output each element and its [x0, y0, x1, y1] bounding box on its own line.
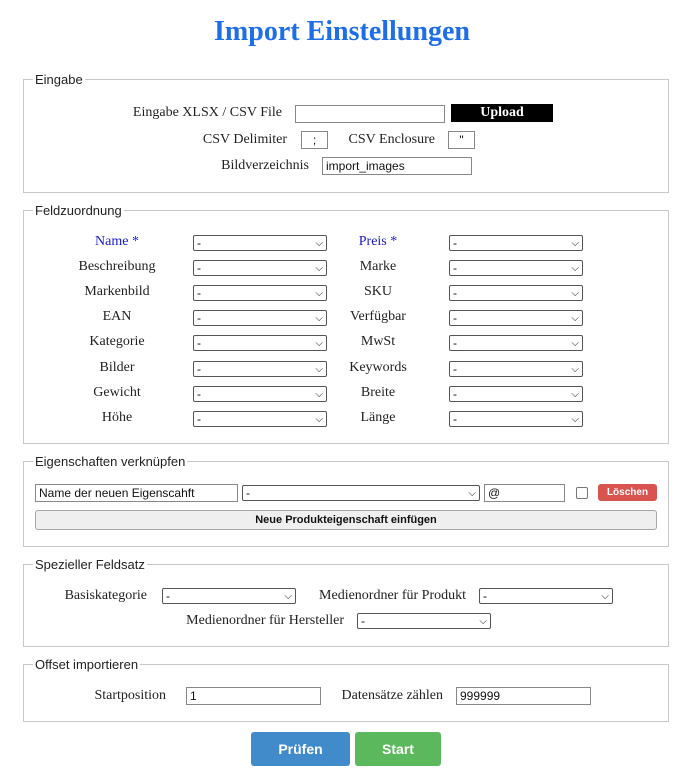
- chevron-down-icon: ⌵: [315, 288, 323, 299]
- page-title: Import Einstellungen: [214, 16, 470, 47]
- record-count-label: Datensätze zählen: [341, 688, 443, 703]
- mapping-label: Bilder: [99, 360, 135, 375]
- property-field-value: -: [246, 486, 250, 500]
- mapping-select[interactable]: [193, 260, 327, 276]
- mapping-label: Markenbild: [84, 284, 150, 299]
- mapping-label: Marke: [359, 259, 397, 274]
- base-category-value: -: [166, 589, 170, 603]
- file-input[interactable]: [295, 105, 445, 123]
- mapping-label: Verfügbar: [350, 309, 406, 324]
- feldzuordnung-legend: Feldzuordnung: [35, 203, 122, 218]
- property-checkbox[interactable]: [576, 487, 588, 499]
- mapping-select[interactable]: [449, 285, 583, 301]
- chevron-down-icon: ⌵: [315, 238, 323, 249]
- delete-button[interactable]: Löschen: [598, 484, 657, 501]
- chevron-down-icon: ⌵: [315, 338, 323, 349]
- mapping-select-value: -: [453, 286, 457, 300]
- mapping-select-value: -: [453, 236, 457, 250]
- eigenschaften-legend: Eigenschaften verknüpfen: [35, 454, 186, 469]
- mapping-label: Beschreibung: [78, 259, 156, 274]
- chevron-down-icon: ⌵: [315, 263, 323, 274]
- mapping-label: SKU: [363, 284, 392, 299]
- mapping-label: Höhe: [101, 410, 133, 425]
- mapping-label: Kategorie: [89, 334, 145, 349]
- mapping-select[interactable]: [193, 310, 327, 326]
- chevron-down-icon: ⌵: [571, 364, 579, 375]
- mapping-select-value: -: [453, 336, 457, 350]
- mapping-select-value: -: [197, 412, 201, 426]
- property-field-select[interactable]: [242, 485, 480, 501]
- chevron-down-icon: ⌵: [601, 591, 609, 602]
- mapping-select-value: -: [453, 261, 457, 275]
- mapping-select[interactable]: [449, 411, 583, 427]
- mapping-select-value: -: [197, 261, 201, 275]
- media-product-label: Medienordner für Produkt: [319, 588, 466, 603]
- record-count-input[interactable]: [456, 687, 591, 705]
- base-category-select[interactable]: [162, 588, 296, 604]
- image-dir-input[interactable]: [322, 157, 472, 175]
- chevron-down-icon: ⌵: [468, 488, 476, 499]
- separator-input[interactable]: [484, 484, 565, 502]
- mapping-select[interactable]: [193, 285, 327, 301]
- chevron-down-icon: ⌵: [571, 288, 579, 299]
- base-category-label: Basiskategorie: [64, 588, 147, 603]
- enclosure-input[interactable]: [448, 131, 475, 149]
- mapping-select-value: -: [197, 311, 201, 325]
- file-label: Eingabe XLSX / CSV File: [132, 105, 282, 120]
- chevron-down-icon: ⌵: [571, 238, 579, 249]
- mapping-label: Name *: [95, 234, 139, 249]
- mapping-select[interactable]: [193, 411, 327, 427]
- mapping-select-value: -: [453, 412, 457, 426]
- mapping-select[interactable]: [449, 235, 583, 251]
- image-dir-label: Bildverzeichnis: [221, 158, 309, 173]
- chevron-down-icon: ⌵: [315, 313, 323, 324]
- check-button[interactable]: Prüfen: [251, 732, 350, 766]
- mapping-select[interactable]: [193, 235, 327, 251]
- mapping-select[interactable]: [193, 386, 327, 402]
- mapping-select[interactable]: [449, 386, 583, 402]
- add-property-button[interactable]: Neue Produkteigenschaft einfügen: [35, 510, 657, 530]
- media-product-select[interactable]: [479, 588, 613, 604]
- media-maker-label: Medienordner für Hersteller: [186, 613, 344, 628]
- mapping-select[interactable]: [449, 361, 583, 377]
- chevron-down-icon: ⌵: [571, 414, 579, 425]
- mapping-select-value: -: [197, 387, 201, 401]
- mapping-select-value: -: [453, 311, 457, 325]
- chevron-down-icon: ⌵: [315, 364, 323, 375]
- start-position-input[interactable]: [186, 687, 321, 705]
- mapping-select[interactable]: [193, 335, 327, 351]
- chevron-down-icon: ⌵: [571, 313, 579, 324]
- mapping-select-value: -: [197, 236, 201, 250]
- upload-button[interactable]: Upload: [451, 104, 553, 122]
- mapping-label: Länge: [360, 410, 396, 425]
- speziell-legend: Spezieller Feldsatz: [35, 557, 145, 572]
- media-maker-select[interactable]: [357, 613, 491, 629]
- chevron-down-icon: ⌵: [284, 591, 292, 602]
- mapping-select-value: -: [197, 336, 201, 350]
- chevron-down-icon: ⌵: [571, 338, 579, 349]
- chevron-down-icon: ⌵: [571, 389, 579, 400]
- mapping-select-value: -: [197, 286, 201, 300]
- property-name-input[interactable]: [35, 484, 238, 502]
- media-maker-value: -: [361, 614, 365, 628]
- delimiter-label: CSV Delimiter: [202, 132, 287, 147]
- mapping-select[interactable]: [449, 260, 583, 276]
- chevron-down-icon: ⌵: [479, 616, 487, 627]
- delimiter-input[interactable]: [301, 131, 328, 149]
- mapping-select-value: -: [453, 387, 457, 401]
- enclosure-label: CSV Enclosure: [348, 132, 435, 147]
- mapping-select[interactable]: [449, 335, 583, 351]
- chevron-down-icon: ⌵: [315, 389, 323, 400]
- mapping-label: Gewicht: [93, 385, 141, 400]
- mapping-label: Preis *: [358, 234, 398, 249]
- mapping-select[interactable]: [449, 310, 583, 326]
- mapping-label: Breite: [360, 385, 396, 400]
- chevron-down-icon: ⌵: [571, 263, 579, 274]
- mapping-label: MwSt: [360, 334, 396, 349]
- eingabe-legend: Eingabe: [35, 72, 83, 87]
- start-position-label: Startposition: [94, 688, 166, 703]
- mapping-select[interactable]: [193, 361, 327, 377]
- offset-legend: Offset importieren: [35, 657, 139, 672]
- media-product-value: -: [483, 589, 487, 603]
- mapping-label: Keywords: [349, 360, 407, 375]
- mapping-select-value: -: [197, 362, 201, 376]
- chevron-down-icon: ⌵: [315, 414, 323, 425]
- mapping-label: EAN: [102, 309, 132, 324]
- start-button[interactable]: Start: [355, 732, 441, 766]
- mapping-select-value: -: [453, 362, 457, 376]
